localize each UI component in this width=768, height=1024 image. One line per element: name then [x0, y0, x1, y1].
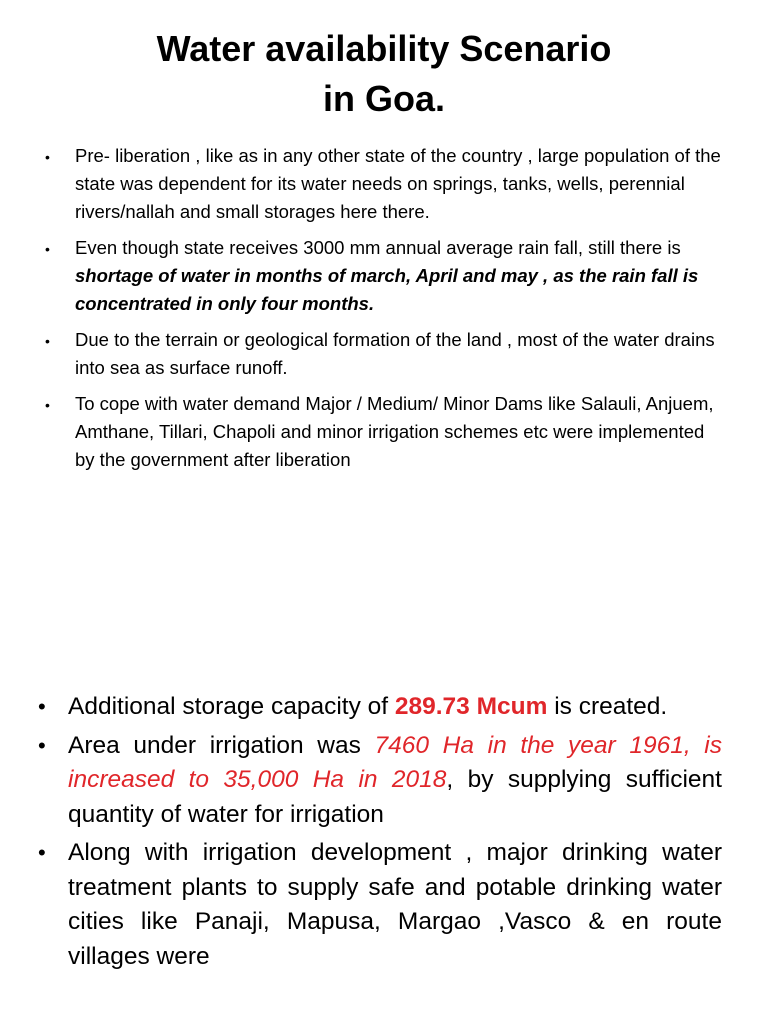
bullet-dams: [45, 390, 725, 474]
bullet-storage-capacity: [38, 690, 722, 725]
bullet-text: Along with irrigation development , major drinking water treatment plants to supply safe and potable drinking water cities like Panaji, Mapusa, Margao ,Vasco & en route villages were: [68, 839, 722, 970]
bullet-text: is created.: [547, 693, 668, 720]
page-title: [0, 24, 768, 124]
bullet-text: To cope with water demand Major / Medium/ Minor Dams like Salauli, Anjuem, Amthane, Tillari, Chapoli and minor irrigation schemes etc were implemented by the government after liberation: [75, 393, 714, 470]
bullet-text: Additional storage capacity of: [68, 693, 395, 720]
bullet-text: Pre- liberation , like as in any other state of the country , large population of the state was dependent for its water needs on springs, tanks, wells, perennial rivers/nallah and small storages here there.: [75, 145, 721, 222]
storage-capacity-value: 289.73 Mcum: [394, 693, 548, 720]
bullet-drinking-water: [38, 836, 722, 974]
bullet-irrigation-area: [38, 729, 722, 833]
bullet-rainfall: [45, 234, 725, 318]
bullet-text: Due to the terrain or geological formation of the land , most of the water drains into sea as surface runoff.: [75, 329, 715, 378]
bullet-text: Even though state receives 3000 mm annual average rain fall, still there is: [75, 237, 681, 258]
bullet-terrain: [45, 326, 725, 382]
bullet-dot: •: [38, 732, 46, 758]
bullet-emphasis: shortage of water in months of march, April and may , as the rain fall is concentrated in only four months.: [75, 265, 699, 314]
bullet-dot: •: [38, 840, 46, 865]
bullet-dot: •: [45, 149, 50, 165]
page-title-line-2: in Goa.: [322, 78, 445, 119]
bullet-dot: •: [45, 333, 50, 349]
upper-bullet-list: [45, 142, 725, 482]
bullet-text: , by supplying sufficient quantity of water for irrigation: [68, 766, 722, 828]
irrigation-area-value: 7460 Ha in the year 1961, is increased to 35,000 Ha in 2018: [68, 731, 722, 793]
lower-bullet-list: [38, 690, 722, 978]
page-title-line-1: Water availability Scenario: [156, 28, 612, 69]
bullet-dot: •: [38, 694, 46, 719]
bullet-dot: •: [45, 241, 50, 257]
bullet-text: Area under irrigation was: [68, 731, 375, 759]
bullet-dot: •: [45, 397, 50, 413]
bullet-pre-liberation: [45, 142, 725, 226]
